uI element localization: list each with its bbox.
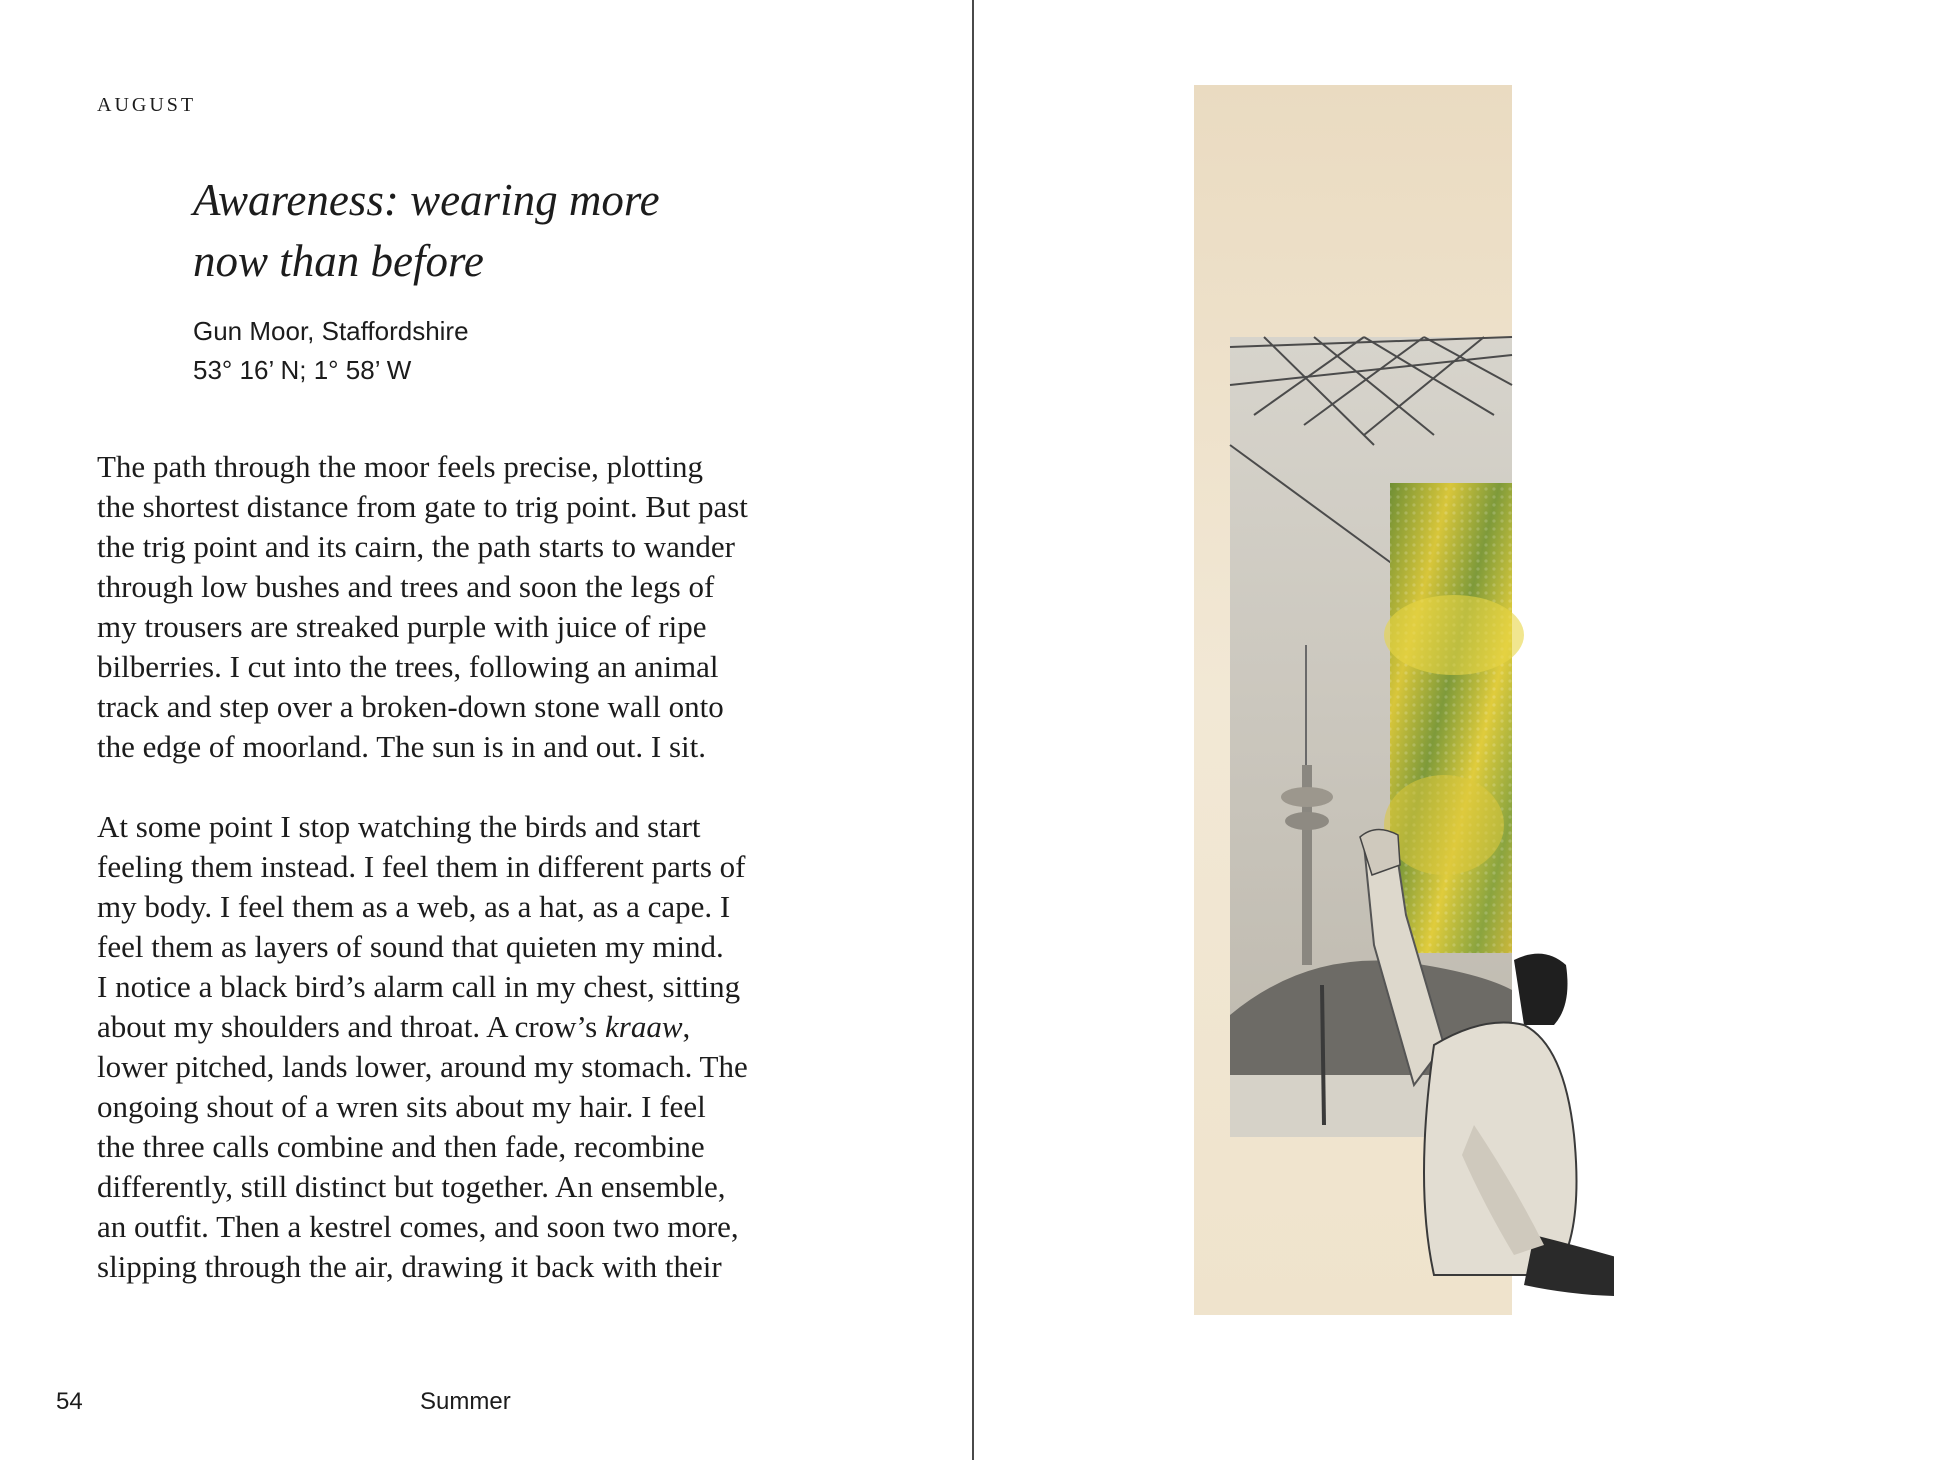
text-line: track and step over a broken-down stone wall onto [97, 689, 724, 724]
text-line: bilberries. I cut into the trees, following an animal [97, 649, 719, 684]
text-line: The path through the moor feels precise, plotting [97, 449, 704, 484]
crow-call-italic: kraaw [605, 1009, 683, 1044]
body-text [97, 447, 837, 1287]
location-coordinates: 53° 16’ N; 1° 58’ W [193, 355, 412, 385]
text-line: ongoing shout of a wren sits about my hair. I feel [97, 1089, 706, 1124]
text-line: the trig point and its cairn, the path starts to wander [97, 529, 735, 564]
text-line: through low bushes and trees and soon the legs of [97, 569, 715, 604]
paragraph-1 [97, 447, 837, 767]
text-line: the three calls combine and then fade, recombine [97, 1129, 705, 1164]
text-line: an outfit. Then a kestrel comes, and soon two more, [97, 1209, 739, 1244]
chapter-title-line-2: now than before [193, 236, 484, 286]
text-line: the edge of moorland. The sun is in and out. I sit. [97, 729, 706, 764]
text-line: feel them as layers of sound that quieten my mind. [97, 929, 724, 964]
right-page [974, 0, 1946, 1460]
text-line: feeling them instead. I feel them in different parts of [97, 849, 746, 884]
location-place: Gun Moor, Staffordshire [193, 316, 469, 346]
text-line: At some point I stop watching the birds and start [97, 809, 701, 844]
text-line: my body. I feel them as a web, as a hat, as a cape. I [97, 889, 731, 924]
text-line: lower pitched, lands lower, around my stomach. The [97, 1049, 748, 1084]
text-line: the shortest distance from gate to trig point. But past [97, 489, 748, 524]
pole [1322, 985, 1324, 1125]
chapter-title-line-1: Awareness: wearing more [193, 175, 660, 225]
text-line: differently, still distinct but together. An ensemble, [97, 1169, 726, 1204]
text-line: slipping through the air, drawing it back with their [97, 1249, 722, 1284]
text-line: I notice a black bird’s alarm call in my chest, sitting [97, 969, 741, 1004]
month-heading: AUGUST [97, 94, 197, 116]
text-segment: about my shoulders and throat. A crow’s [97, 1009, 605, 1044]
running-footer-section: Summer [420, 1388, 511, 1415]
paragraph-2 [97, 807, 837, 1287]
text-segment: , [682, 1009, 691, 1044]
location-block [193, 312, 469, 390]
page-number: 54 [56, 1388, 83, 1415]
chapter-title [193, 170, 813, 292]
text-line [97, 1007, 837, 1047]
patterned-panel [1384, 483, 1524, 953]
collage-illustration [1194, 85, 1614, 1375]
text-line: my trousers are streaked purple with juice of ripe [97, 609, 707, 644]
